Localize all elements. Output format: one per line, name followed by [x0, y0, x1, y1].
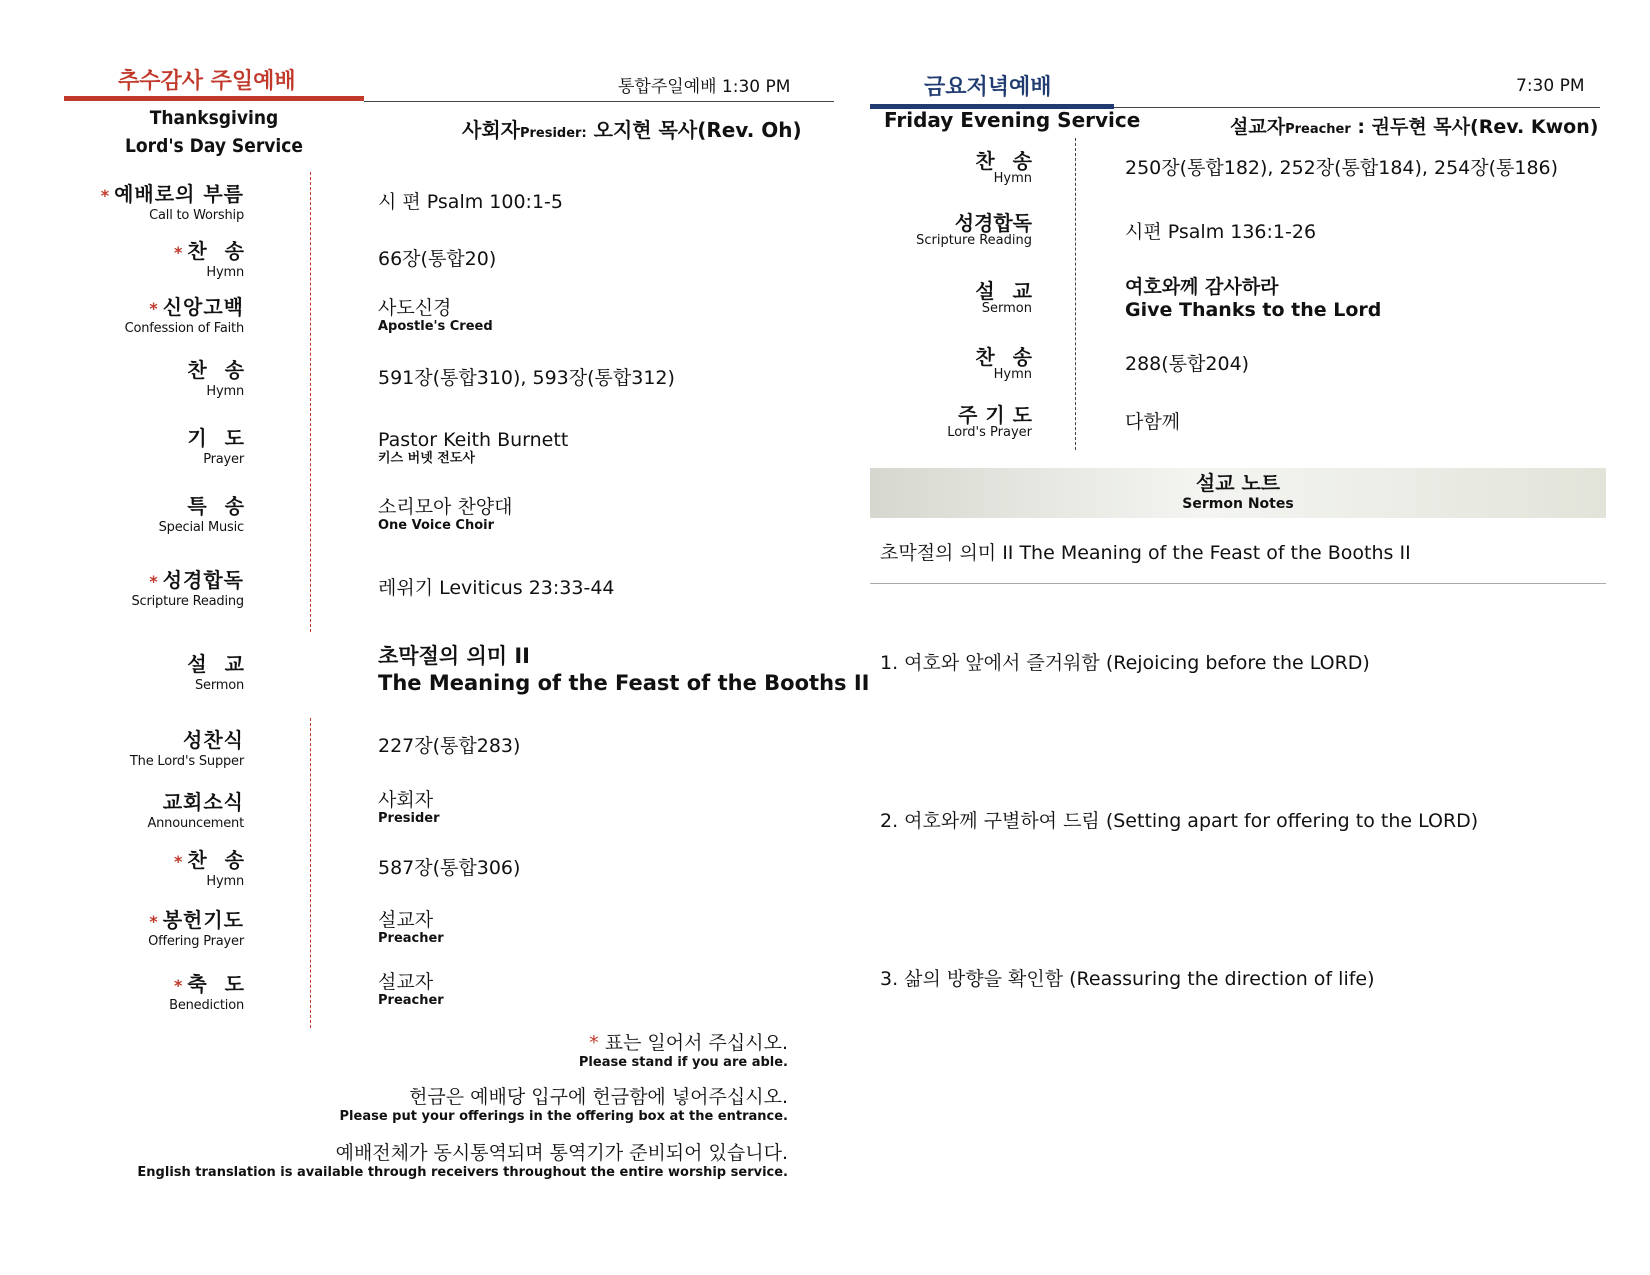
order-value-benediction	[378, 970, 444, 1008]
note-en: English translation is available through receivers throughout the entire worship service.	[137, 1165, 788, 1180]
order-item-call-to-worship	[60, 182, 244, 223]
item-label-en: Benediction	[169, 998, 244, 1013]
order-value-offering-prayer	[378, 908, 444, 946]
order-item-sermon	[60, 652, 262, 693]
item-label-ko: 찬송	[187, 239, 262, 263]
item-value: 레위기 Leviticus 23:33-44	[378, 577, 615, 599]
friday-value-sermon	[1125, 276, 1381, 322]
note-standing	[579, 1032, 788, 1070]
note-en: Please stand if you are able.	[578, 1055, 788, 1070]
left-service-title-en	[64, 104, 364, 160]
order-item-scripture	[60, 568, 244, 609]
presider-label: 사회자	[462, 118, 520, 142]
item-label-ko: 주기도	[958, 403, 1040, 427]
stand-marker: *	[149, 299, 159, 318]
preacher-name: : 권두현 목사(Rev. Kwon)	[1357, 116, 1599, 138]
preacher-label: 설교자	[1230, 116, 1286, 138]
order-value-hymn-3	[378, 856, 520, 880]
left-header-rule	[364, 101, 834, 102]
stand-marker: *	[100, 186, 111, 205]
item-value-sub: Preacher	[378, 931, 444, 946]
sermon-notes-header	[870, 468, 1606, 518]
item-value: 587장(통합306)	[378, 857, 521, 879]
right-service-time: 7:30 PM	[1516, 76, 1585, 96]
order-item-hymn-2	[60, 358, 262, 399]
sermon-notes-title-en: Sermon Notes	[1182, 496, 1294, 512]
note-en: Please put your offerings in the offering box at the entrance.	[339, 1109, 788, 1124]
item-label-ko: 설교	[187, 652, 262, 676]
item-value-sub: 키스 버넷 전도사	[378, 451, 475, 466]
friday-value-lords-prayer	[1125, 410, 1180, 434]
item-label-en: Special Music	[158, 520, 244, 535]
item-label-en: Hymn	[206, 265, 244, 280]
item-label-ko: 교회소식	[162, 790, 244, 814]
order-value-hymn-1	[378, 247, 496, 271]
stand-marker: *	[173, 976, 184, 995]
order-item-lords-supper	[60, 728, 244, 769]
item-label-ko: 성경합독	[162, 568, 244, 592]
note-offering	[340, 1086, 788, 1124]
item-label-en: Call to Worship	[149, 208, 244, 223]
right-service-title: 금요저녁예배	[924, 75, 1052, 100]
sermon-point-1: 1. 여호와 앞에서 즐거워함 (Rejoicing before the LORD)	[880, 652, 1370, 674]
note-ko: 헌금은 예배당 입구에 헌금함에 넣어주십시오.	[409, 1086, 788, 1108]
item-label-en: Offering Prayer	[148, 934, 244, 949]
item-label-ko: 찬송	[975, 149, 1050, 173]
sermon-title-ko: 여호와께 감사하라	[1125, 276, 1279, 298]
item-value: 설교자	[378, 971, 434, 993]
order-item-confession	[60, 295, 244, 336]
item-value: 시 편 Psalm 100:1-5	[378, 191, 563, 213]
item-value-sub: Preacher	[378, 993, 444, 1008]
stand-marker: *	[173, 852, 184, 871]
order-value-special-music	[378, 495, 513, 533]
item-label-ko: 예배로의 부름	[114, 182, 244, 206]
item-value: Pastor Keith Burnett	[378, 429, 569, 451]
order-value-prayer	[378, 428, 568, 466]
order-item-prayer	[60, 426, 262, 467]
friday-item-sermon	[900, 279, 1050, 316]
presider-name: 오지현 목사(Rev. Oh)	[593, 118, 802, 142]
order-item-hymn-3	[60, 848, 262, 889]
sermon-title-en: Give Thanks to the Lord	[1125, 299, 1382, 321]
left-service-time: 통합주일예배 1:30 PM	[618, 77, 791, 97]
item-label-ko: 축도	[187, 972, 262, 996]
friday-item-hymn-1	[900, 149, 1050, 186]
item-label-ko: 기도	[187, 426, 262, 450]
left-divider-top	[310, 172, 311, 632]
friday-item-lords-prayer	[900, 403, 1040, 440]
left-title-en-line1: Thanksgiving	[149, 107, 279, 129]
right-header-rule	[1114, 107, 1600, 108]
item-value: 227장(통합283)	[378, 735, 521, 757]
sermon-title-en: The Meaning of the Feast of the Booths II	[378, 671, 870, 695]
item-label-en: Hymn	[993, 367, 1032, 382]
item-label-ko: 찬송	[187, 358, 262, 382]
stand-marker: *	[589, 1032, 599, 1054]
item-label-en: Hymn	[993, 171, 1032, 186]
friday-value-scripture	[1125, 220, 1316, 244]
stand-marker: *	[173, 243, 184, 262]
item-value: 시편 Psalm 136:1-26	[1125, 221, 1317, 243]
item-label-en: Hymn	[206, 384, 244, 399]
stand-marker: *	[149, 572, 159, 591]
item-label-en: Confession of Faith	[124, 321, 244, 336]
item-label-en: Hymn	[206, 874, 244, 889]
sermon-point-2: 2. 여호와께 구별하여 드림 (Setting apart for offering to the LORD)	[880, 810, 1479, 832]
item-label-en: Lord's Prayer	[947, 425, 1032, 440]
item-label-ko: 신앙고백	[162, 295, 244, 319]
item-label-en: Sermon	[194, 678, 244, 693]
item-value: 다함께	[1125, 411, 1181, 433]
preacher-label-en: Preacher	[1285, 122, 1351, 137]
item-label-ko: 성경합독	[954, 211, 1032, 235]
item-value: 66장(통합20)	[378, 248, 497, 270]
sermon-notes-divider	[870, 583, 1606, 584]
order-item-benediction	[60, 972, 262, 1013]
left-presider	[462, 114, 802, 143]
right-service-title-en: Friday Evening Service	[884, 108, 1141, 132]
item-value-sub: Apostle's Creed	[378, 319, 493, 334]
order-value-confession	[378, 296, 493, 334]
item-value: 사도신경	[378, 297, 452, 319]
order-value-hymn-2	[378, 366, 675, 390]
order-value-scripture	[378, 576, 615, 600]
item-value-sub: Presider	[378, 811, 440, 826]
order-value-sermon	[378, 643, 869, 697]
item-label-ko: 특송	[187, 494, 262, 518]
order-value-call-to-worship	[378, 190, 563, 214]
friday-item-hymn-2	[900, 345, 1050, 382]
item-value: 288(통합204)	[1125, 353, 1250, 375]
presider-label-en: Presider:	[519, 126, 587, 141]
order-item-special-music	[60, 494, 262, 535]
item-label-en: Announcement	[147, 816, 244, 831]
left-title-underline	[64, 96, 364, 101]
sermon-notes-title-ko: 설교 노트	[1195, 471, 1281, 495]
note-ko: 예배전체가 동시통역되며 통역기가 준비되어 있습니다.	[335, 1142, 788, 1164]
left-title-en-line2: Lord's Day Service	[125, 135, 303, 157]
sermon-title-ko: 초막절의 의미 II	[378, 644, 530, 668]
right-divider	[1075, 138, 1076, 450]
note-translation	[137, 1142, 788, 1180]
item-label-ko: 찬송	[975, 345, 1050, 369]
note-ko: 표는 일어서 주십시오.	[604, 1032, 788, 1054]
item-label-en: Sermon	[981, 301, 1032, 316]
item-label-ko: 설교	[975, 279, 1050, 303]
item-label-ko: 찬송	[187, 848, 262, 872]
order-item-announcement	[60, 790, 244, 831]
friday-value-hymn-1	[1125, 156, 1558, 180]
stand-marker: *	[149, 912, 159, 931]
sermon-point-3: 3. 삶의 방향을 확인함 (Reassuring the direction of life)	[880, 968, 1375, 990]
item-value: 591장(통합310), 593장(통합312)	[378, 367, 675, 389]
order-value-lords-supper	[378, 734, 520, 758]
item-value: 설교자	[378, 909, 434, 931]
item-label-en: Scripture Reading	[916, 233, 1032, 248]
right-preacher	[1230, 112, 1598, 139]
item-label-ko: 성찬식	[183, 728, 244, 752]
order-item-hymn-1	[60, 239, 262, 280]
left-service-title: 추수감사 주일예배	[118, 69, 296, 94]
order-item-offering-prayer	[60, 908, 244, 949]
friday-value-hymn-2	[1125, 352, 1249, 376]
item-label-en: Prayer	[203, 452, 244, 467]
item-value-sub: One Voice Choir	[378, 518, 495, 533]
item-label-ko: 봉헌기도	[162, 908, 244, 932]
item-value: 250장(통합182), 252장(통합184), 254장(통186)	[1125, 157, 1559, 179]
item-value: 소리모아 찬양대	[378, 496, 513, 518]
friday-item-scripture	[900, 212, 1032, 248]
item-value: 사회자	[378, 789, 434, 811]
order-value-announcement	[378, 788, 439, 826]
sermon-notes-subject: 초막절의 의미 II The Meaning of the Feast of the Booths II	[880, 542, 1411, 564]
left-divider-bottom	[310, 718, 311, 1028]
item-label-en: Scripture Reading	[131, 594, 244, 609]
item-label-en: The Lord's Supper	[129, 754, 244, 769]
